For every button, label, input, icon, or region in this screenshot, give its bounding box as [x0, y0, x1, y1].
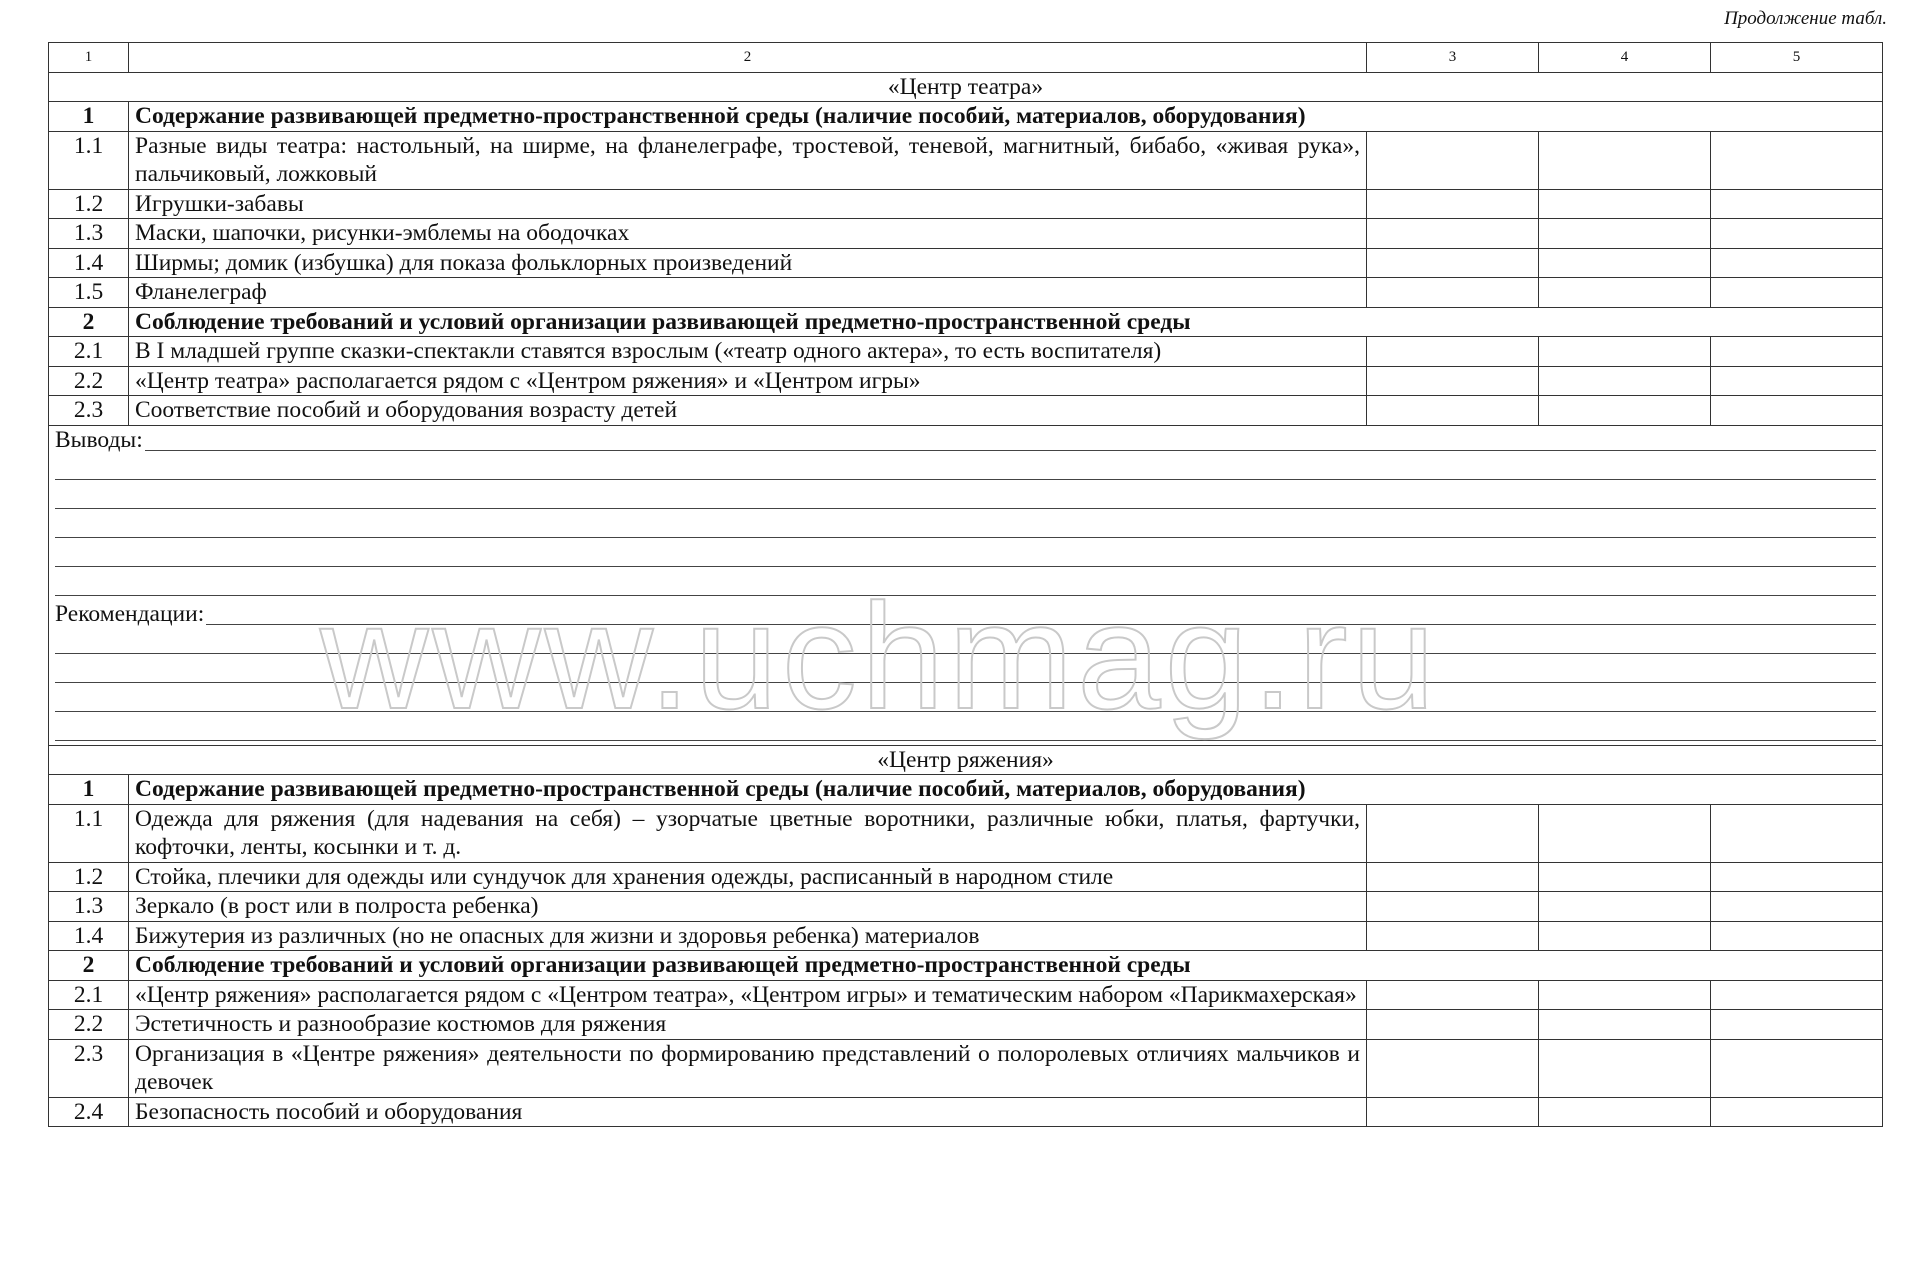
score-cell — [1367, 921, 1539, 951]
table-row — [49, 804, 1883, 862]
row-text: Бижутерия из различных (но не опасных для жизни и здоровья ребенка) материалов — [129, 921, 1367, 951]
score-cell — [1539, 337, 1711, 367]
row-number: 2.3 — [49, 396, 129, 426]
score-cell — [1539, 189, 1711, 219]
subsection-row — [49, 775, 1883, 805]
score-cell — [1539, 804, 1711, 862]
subsection-title: Соблюдение требований и условий организации развивающей предметно-пространственной среды — [129, 307, 1883, 337]
writing-line — [55, 595, 1876, 596]
score-cell — [1539, 1010, 1711, 1040]
recommendations-label: Рекомендации: — [55, 601, 205, 627]
score-cell — [1367, 396, 1539, 426]
blank-line — [55, 687, 1876, 716]
evaluation-table — [48, 42, 1883, 1127]
score-cell — [1711, 1097, 1883, 1127]
row-text: Организация в «Центре ряжения» деятельности по формированию представлений о полоролевых отличиях мальчиков и девочек — [129, 1039, 1367, 1097]
row-number: 1.2 — [49, 189, 129, 219]
col-number: 3 — [1367, 43, 1539, 73]
row-text: Ширмы; домик (избушка) для показа фольклорных произведений — [129, 248, 1367, 278]
table-row — [49, 921, 1883, 951]
row-number: 1.3 — [49, 892, 129, 922]
table-row — [49, 1010, 1883, 1040]
row-text: Разные виды театра: настольный, на ширме, на фланелеграфе, тростевой, теневой, магнитный, бибабо, «живая рука», пальчиковый, ложковый — [129, 131, 1367, 189]
table-row — [49, 278, 1883, 308]
conclusions-label: Выводы: — [55, 427, 143, 453]
col-number: 4 — [1539, 43, 1711, 73]
row-text: «Центр театра» располагается рядом с «Центром ряжения» и «Центром игры» — [129, 366, 1367, 396]
score-cell — [1711, 1039, 1883, 1097]
table-row — [49, 366, 1883, 396]
score-cell — [1367, 278, 1539, 308]
score-cell — [1711, 278, 1883, 308]
col-number: 5 — [1711, 43, 1883, 73]
conclusions-line — [55, 426, 1876, 455]
blank-line — [55, 484, 1876, 513]
row-number: 1.1 — [49, 804, 129, 862]
blank-line — [55, 629, 1876, 658]
table-row — [49, 980, 1883, 1010]
score-cell — [1367, 980, 1539, 1010]
score-cell — [1367, 1039, 1539, 1097]
row-number: 1.5 — [49, 278, 129, 308]
score-cell — [1539, 892, 1711, 922]
notes-cell — [49, 425, 1883, 745]
col-number: 1 — [49, 43, 129, 73]
score-cell — [1367, 804, 1539, 862]
writing-line — [55, 566, 1876, 567]
score-cell — [1367, 189, 1539, 219]
subsection-title: Соблюдение требований и условий организации развивающей предметно-пространственной среды — [129, 951, 1883, 981]
row-text: Игрушки-забавы — [129, 189, 1367, 219]
writing-line — [55, 508, 1876, 509]
table-row — [49, 189, 1883, 219]
blank-line — [55, 455, 1876, 484]
row-text: Эстетичность и разнообразие костюмов для ряжения — [129, 1010, 1367, 1040]
row-number: 1.1 — [49, 131, 129, 189]
row-text: Маски, шапочки, рисунки-эмблемы на ободочках — [129, 219, 1367, 249]
row-number: 2 — [49, 307, 129, 337]
subsection-title: Содержание развивающей предметно-пространственной среды (наличие пособий, материалов, оборудования) — [129, 102, 1883, 132]
table-row — [49, 337, 1883, 367]
subsection-title: Содержание развивающей предметно-пространственной среды (наличие пособий, материалов, оборудования) — [129, 775, 1883, 805]
row-number: 2.4 — [49, 1097, 129, 1127]
row-number: 1.2 — [49, 862, 129, 892]
col-number: 2 — [129, 43, 1367, 73]
recommendations-line — [55, 600, 1876, 629]
row-number: 2.3 — [49, 1039, 129, 1097]
score-cell — [1711, 804, 1883, 862]
score-cell — [1367, 337, 1539, 367]
score-cell — [1367, 862, 1539, 892]
score-cell — [1711, 131, 1883, 189]
score-cell — [1711, 189, 1883, 219]
row-number: 2.1 — [49, 980, 129, 1010]
score-cell — [1711, 337, 1883, 367]
score-cell — [1539, 396, 1711, 426]
score-cell — [1711, 862, 1883, 892]
row-number: 1.4 — [49, 248, 129, 278]
score-cell — [1539, 366, 1711, 396]
column-number-row — [49, 43, 1883, 73]
row-text: Фланелеграф — [129, 278, 1367, 308]
table-row — [49, 892, 1883, 922]
subsection-row — [49, 307, 1883, 337]
row-text: В I младшей группе сказки-спектакли ставятся взрослым («театр одного актера», то есть воспитателя) — [129, 337, 1367, 367]
section-title-theatre: «Центр театра» — [49, 72, 1883, 102]
writing-line — [55, 537, 1876, 538]
row-text: Стойка, плечики для одежды или сундучок для хранения одежды, расписанный в народном стиле — [129, 862, 1367, 892]
blank-line — [55, 658, 1876, 687]
score-cell — [1367, 1010, 1539, 1040]
section-title-dressing: «Центр ряжения» — [49, 745, 1883, 775]
table-row — [49, 248, 1883, 278]
table-row — [49, 862, 1883, 892]
row-number: 1.3 — [49, 219, 129, 249]
writing-line — [55, 653, 1876, 654]
score-cell — [1539, 278, 1711, 308]
score-cell — [1539, 862, 1711, 892]
row-text: «Центр ряжения» располагается рядом с «Центром театра», «Центром игры» и тематическим набором «Парикмахерская» — [129, 980, 1367, 1010]
score-cell — [1367, 219, 1539, 249]
blank-line — [55, 542, 1876, 571]
blank-line — [55, 513, 1876, 542]
score-cell — [1367, 1097, 1539, 1127]
score-cell — [1711, 396, 1883, 426]
score-cell — [1539, 1039, 1711, 1097]
table-row — [49, 131, 1883, 189]
row-number: 1 — [49, 775, 129, 805]
blank-line — [55, 571, 1876, 600]
score-cell — [1367, 131, 1539, 189]
row-text: Безопасность пособий и оборудования — [129, 1097, 1367, 1127]
score-cell — [1539, 980, 1711, 1010]
writing-line — [55, 740, 1876, 741]
score-cell — [1711, 892, 1883, 922]
writing-line — [145, 450, 1876, 451]
writing-line — [206, 624, 1876, 625]
section-title-row — [49, 72, 1883, 102]
score-cell — [1539, 1097, 1711, 1127]
notes-row — [49, 425, 1883, 745]
row-number: 2.2 — [49, 1010, 129, 1040]
score-cell — [1711, 1010, 1883, 1040]
continuation-note: Продолжение табл. — [1724, 8, 1887, 29]
writing-line — [55, 479, 1876, 480]
table-row — [49, 219, 1883, 249]
subsection-row — [49, 951, 1883, 981]
table-row — [49, 1039, 1883, 1097]
score-cell — [1367, 248, 1539, 278]
row-number: 1.4 — [49, 921, 129, 951]
table-row — [49, 1097, 1883, 1127]
writing-line — [55, 711, 1876, 712]
score-cell — [1539, 131, 1711, 189]
row-number: 2.1 — [49, 337, 129, 367]
subsection-row — [49, 102, 1883, 132]
score-cell — [1539, 248, 1711, 278]
score-cell — [1367, 366, 1539, 396]
row-text: Соответствие пособий и оборудования возрасту детей — [129, 396, 1367, 426]
score-cell — [1711, 219, 1883, 249]
score-cell — [1539, 921, 1711, 951]
section-title-row — [49, 745, 1883, 775]
score-cell — [1711, 980, 1883, 1010]
blank-line — [55, 716, 1876, 745]
row-number: 1 — [49, 102, 129, 132]
row-text: Зеркало (в рост или в полроста ребенка) — [129, 892, 1367, 922]
score-cell — [1711, 921, 1883, 951]
row-number: 2.2 — [49, 366, 129, 396]
score-cell — [1539, 219, 1711, 249]
score-cell — [1711, 248, 1883, 278]
watermark: www.uchmag.ru — [320, 572, 1440, 740]
score-cell — [1711, 366, 1883, 396]
score-cell — [1367, 892, 1539, 922]
row-text: Одежда для ряжения (для надевания на себя) – узорчатые цветные воротники, различные юбки, платья, фартучки, кофточки, ленты, косынки и т. д. — [129, 804, 1367, 862]
row-number: 2 — [49, 951, 129, 981]
writing-line — [55, 682, 1876, 683]
table-row — [49, 396, 1883, 426]
